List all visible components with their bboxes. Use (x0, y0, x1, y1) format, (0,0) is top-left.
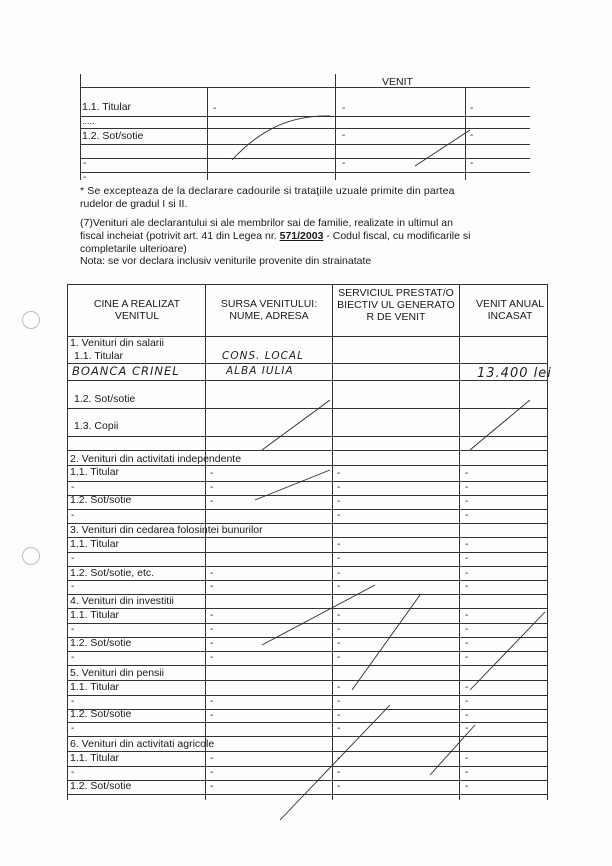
header-cine: CINE A REALIZAT VENITUL (93, 298, 181, 322)
section-4-title: 4. Venituri din investitii (70, 595, 174, 607)
s1-titular: 1.1. Titular (74, 350, 124, 362)
dash: - (337, 696, 341, 707)
dash: - (337, 539, 341, 550)
dash: - (337, 510, 341, 521)
dash: - (210, 482, 214, 493)
dash: - (213, 103, 217, 114)
dash: - (337, 767, 341, 778)
dash: - (337, 624, 341, 635)
dash: - (465, 696, 469, 707)
dash: - (465, 568, 469, 579)
dash: - (465, 482, 469, 493)
dash: - (465, 781, 469, 792)
dash: - (210, 781, 214, 792)
dash: - (342, 130, 346, 141)
dash: - (337, 652, 341, 663)
section-3-title: 3. Venituri din cedarea folosintei bunurilor (70, 524, 263, 536)
dash: - (337, 753, 341, 764)
s4-sotie: 1.2. Sot/sotie (70, 637, 132, 649)
s2-sotie: 1.2. Sot/sotie (70, 494, 132, 506)
handwritten-amount: 13.400 lei (477, 366, 552, 381)
dash: - (465, 682, 469, 693)
dash: - (210, 753, 214, 764)
s5-titular: 1.1. Titular (70, 681, 120, 693)
dash: - (470, 158, 474, 169)
dash: - (337, 638, 341, 649)
section7-text-a: fiscal incheiat (potrivit art. 41 din Legea nr. (80, 230, 280, 242)
dash: - (71, 767, 75, 778)
header-serviciul: SERVICIUL PRESTAT/OBIECTIV UL GENERATOR DE VENIT (337, 287, 455, 323)
dash: - (465, 468, 469, 479)
section-2-title: 2. Venituri din activitati independente (70, 453, 242, 465)
dash: - (337, 496, 341, 507)
dash: - (337, 723, 341, 734)
dash: - (71, 652, 75, 663)
s3-titular: 1.1. Titular (70, 538, 120, 550)
dash: - (71, 624, 75, 635)
dash: - (210, 581, 214, 592)
dash: - (210, 767, 214, 778)
dash: - (465, 652, 469, 663)
top-row-dots: ..... (82, 116, 95, 126)
s1-copii: 1.3. Copii (74, 420, 119, 432)
section7-line1: (7)Venituri ale declarantului si ale membrilor sai de familie, realizate in ultimul an (80, 217, 453, 229)
dash: - (465, 581, 469, 592)
dash: - (465, 638, 469, 649)
dash: - (342, 158, 346, 169)
dash: - (465, 510, 469, 521)
nota: Nota: se vor declara inclusiv veniturile provenite din strainatate (80, 255, 372, 267)
s2-titular: 1.1. Titular (70, 466, 120, 478)
s5-sotie: 1.2. Sot/sotie (70, 708, 132, 720)
dash: - (465, 624, 469, 635)
dash: - (83, 158, 87, 169)
dash: - (337, 710, 341, 721)
dash: - (71, 696, 75, 707)
s3-sotie: 1.2. Sot/sotie, etc. (70, 567, 155, 579)
top-row-titular: 1.1. Titular (82, 101, 132, 113)
top-row-sotie: 1.2. Sot/sotie (82, 130, 144, 142)
dash: - (342, 103, 346, 114)
s6-sotie: 1.2. Sot/sotie (70, 780, 132, 792)
dash: - (337, 682, 341, 693)
s1-sotie: 1.2. Sot/sotie (74, 393, 136, 405)
dash: - (337, 610, 341, 621)
dash: - (210, 696, 214, 707)
handwritten-source-1: CONS. LOCAL (222, 350, 304, 362)
dash: - (465, 553, 469, 564)
dash: - (465, 496, 469, 507)
footnote-line1: * Se excepteaza de la declarare cadourile si trataţiile uzuale primite din partea (80, 185, 455, 197)
dash: - (210, 624, 214, 635)
dash: - (470, 103, 474, 114)
dash: - (337, 581, 341, 592)
dash: - (210, 496, 214, 507)
dash: - (337, 781, 341, 792)
dash: - (71, 510, 75, 521)
s6-titular: 1.1. Titular (70, 752, 120, 764)
dash: - (465, 753, 469, 764)
dash: - (337, 553, 341, 564)
dash: - (210, 568, 214, 579)
dash: - (465, 767, 469, 778)
dash: - (71, 581, 75, 592)
section-5-title: 5. Venituri din pensii (70, 667, 164, 679)
dash: - (465, 710, 469, 721)
dash: - (210, 468, 214, 479)
section7-text-b: - Codul fiscal, cu modificarile si (323, 230, 471, 242)
header-sursa: SURSA VENITULUI: NUME, ADRESA (220, 298, 318, 322)
section7-line3: completarile ulterioare) (80, 243, 187, 255)
dash: - (83, 172, 87, 183)
dash: - (210, 638, 214, 649)
dash: - (465, 610, 469, 621)
handwritten-source-2: ALBA IULIA (226, 365, 294, 377)
section-1-title: 1. Venituri din salarii (70, 337, 164, 349)
s4-titular: 1.1. Titular (70, 609, 120, 621)
dash: - (337, 482, 341, 493)
dash: - (71, 553, 75, 564)
dash: - (210, 652, 214, 663)
dash: - (71, 723, 75, 734)
venit-header: VENIT (382, 76, 413, 88)
dash: - (337, 468, 341, 479)
dash: - (470, 130, 474, 141)
dash: - (210, 610, 214, 621)
handwritten-name: BOANCA CRINEL (72, 364, 180, 378)
header-venit: VENIT ANUAL INCASAT (475, 298, 545, 322)
law-number: 571/2003 (279, 230, 324, 242)
dash: - (337, 568, 341, 579)
dash: - (465, 723, 469, 734)
section-6-title: 6. Venituri din activitati agricole (70, 738, 215, 750)
dash: - (465, 539, 469, 550)
footnote-line2: rudelor de gradul I si II. (80, 198, 188, 210)
dash: - (71, 482, 75, 493)
dash: - (210, 710, 214, 721)
